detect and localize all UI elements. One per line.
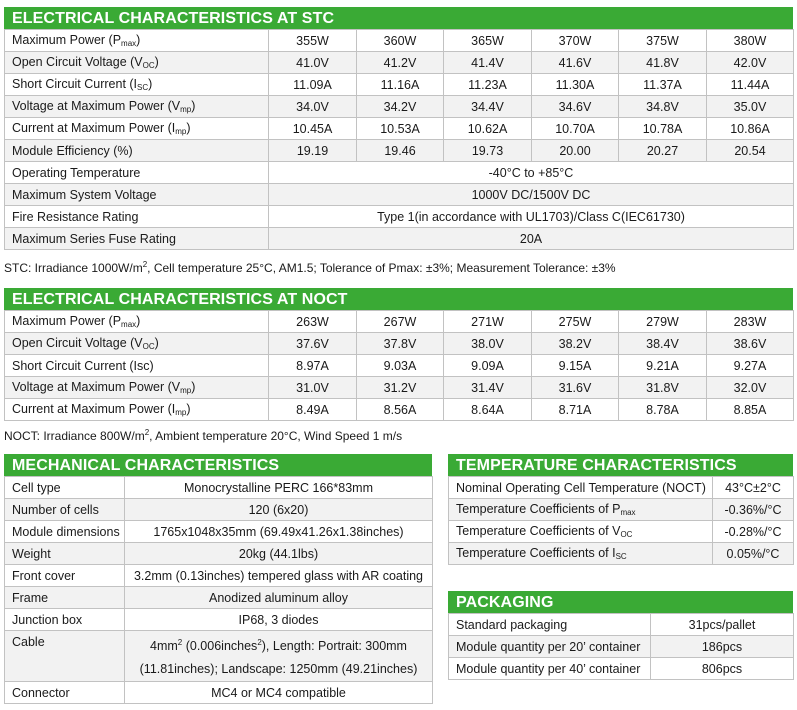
value-cell: Monocrystalline PERC 166*83mm bbox=[125, 477, 433, 499]
value-cell: 19.73 bbox=[444, 140, 532, 162]
value-cell: 10.78A bbox=[619, 118, 707, 140]
row-label: Temperature Coefficients of $I_{SC}$ bbox=[449, 543, 713, 565]
value-cell: 34.2V bbox=[357, 96, 444, 118]
value-cell: 120 (6x20) bbox=[125, 499, 433, 521]
value-cell: 38.6V bbox=[707, 333, 794, 355]
value-cell: 11.44A bbox=[707, 74, 794, 96]
row-label: Fire Resistance Rating bbox=[5, 206, 269, 228]
value-cell: 20A bbox=[269, 228, 794, 250]
table-row bbox=[5, 377, 794, 399]
row-label: Maximum System Voltage bbox=[5, 184, 269, 206]
value-cell: 9.09A bbox=[444, 355, 532, 377]
value-cell: 263W bbox=[269, 311, 357, 333]
value-cell: 271W bbox=[444, 311, 532, 333]
value-cell: 360W bbox=[357, 30, 444, 52]
value-cell: 8.97A bbox=[269, 355, 357, 377]
table-row bbox=[449, 636, 794, 658]
packaging-table bbox=[448, 613, 794, 680]
value-cell: 31pcs/pallet bbox=[651, 614, 794, 636]
row-label: Open Circuit Voltage $(V_{OC})$ bbox=[5, 52, 269, 74]
value-cell: MC4 or MC4 compatible bbox=[125, 682, 433, 704]
table-row bbox=[5, 631, 433, 682]
value-cell: 10.62A bbox=[444, 118, 532, 140]
value-cell: 34.8V bbox=[619, 96, 707, 118]
value-cell: 0.05%/°C bbox=[713, 543, 794, 565]
value-cell: 31.4V bbox=[444, 377, 532, 399]
value-cell: 11.37A bbox=[619, 74, 707, 96]
row-label: Current at Maximum Power $(I_{mp})$ bbox=[5, 118, 269, 140]
row-label: Temperature Coefficients of $P_{max}$ bbox=[449, 499, 713, 521]
value-cell: 1000V DC/1500V DC bbox=[269, 184, 794, 206]
value-cell: 365W bbox=[444, 30, 532, 52]
row-label: Maximum Series Fuse Rating bbox=[5, 228, 269, 250]
temperature-section-title: TEMPERATURE CHARACTERISTICS bbox=[448, 454, 793, 476]
noct-section-title: ELECTRICAL CHARACTERISTICS AT NOCT bbox=[4, 288, 793, 310]
value-cell: 283W bbox=[707, 311, 794, 333]
value-cell: 31.0V bbox=[269, 377, 357, 399]
row-label: Weight bbox=[5, 543, 125, 565]
table-row bbox=[5, 565, 433, 587]
table-row bbox=[5, 74, 794, 96]
value-cell: 11.30A bbox=[532, 74, 619, 96]
value-cell: 1765x1048x35mm (69.49x41.26x1.38inches) bbox=[125, 521, 433, 543]
value-cell: 8.85A bbox=[707, 399, 794, 421]
value-cell: 37.6V bbox=[269, 333, 357, 355]
value-cell: 41.0V bbox=[269, 52, 357, 74]
table-row bbox=[5, 96, 794, 118]
value-cell: 380W bbox=[707, 30, 794, 52]
table-row bbox=[5, 477, 433, 499]
value-cell: 8.64A bbox=[444, 399, 532, 421]
table-row bbox=[5, 609, 433, 631]
row-label: Short Circuit Current $(I_{SC})$ bbox=[5, 74, 269, 96]
value-cell: 186pcs bbox=[651, 636, 794, 658]
value-cell: 11.16A bbox=[357, 74, 444, 96]
value-cell: 10.70A bbox=[532, 118, 619, 140]
table-row bbox=[5, 521, 433, 543]
value-cell: 20.00 bbox=[532, 140, 619, 162]
value-cell: 9.03A bbox=[357, 355, 444, 377]
value-cell: 41.8V bbox=[619, 52, 707, 74]
value-cell: 8.49A bbox=[269, 399, 357, 421]
value-cell: 8.71A bbox=[532, 399, 619, 421]
table-row bbox=[449, 521, 794, 543]
row-label: Standard packaging bbox=[449, 614, 651, 636]
value-cell: 41.4V bbox=[444, 52, 532, 74]
value-cell: 11.23A bbox=[444, 74, 532, 96]
value-cell: 38.0V bbox=[444, 333, 532, 355]
row-label: Voltage at Maximum Power $(V_{mp})$ bbox=[5, 377, 269, 399]
value-cell: 8.56A bbox=[357, 399, 444, 421]
value-cell: 37.8V bbox=[357, 333, 444, 355]
noct-note: NOCT: Irradiance $800W/m^2$, Ambient temperature 20°C, Wind Speed 1 m/s bbox=[4, 428, 403, 443]
row-label: Operating Temperature bbox=[5, 162, 269, 184]
temperature-table bbox=[448, 476, 794, 565]
table-row bbox=[449, 477, 794, 499]
row-label: Junction box bbox=[5, 609, 125, 631]
value-cell: 19.46 bbox=[357, 140, 444, 162]
value-cell: 9.21A bbox=[619, 355, 707, 377]
row-label: Cable bbox=[5, 631, 125, 682]
value-cell: 31.2V bbox=[357, 377, 444, 399]
table-row bbox=[5, 118, 794, 140]
packaging-section-title: PACKAGING bbox=[448, 591, 793, 613]
table-row bbox=[5, 543, 433, 565]
value-cell: 279W bbox=[619, 311, 707, 333]
value-cell: 34.0V bbox=[269, 96, 357, 118]
row-label: Cell type bbox=[5, 477, 125, 499]
table-row bbox=[5, 499, 433, 521]
value-cell: Anodized aluminum alloy bbox=[125, 587, 433, 609]
table-row bbox=[5, 52, 794, 74]
value-cell: 355W bbox=[269, 30, 357, 52]
table-row bbox=[5, 30, 794, 52]
value-cell: 20.27 bbox=[619, 140, 707, 162]
row-label: Nominal Operating Cell Temperature (NOCT) bbox=[449, 477, 713, 499]
table-row bbox=[5, 228, 794, 250]
value-cell: -40°C to +85°C bbox=[269, 162, 794, 184]
value-cell: 806pcs bbox=[651, 658, 794, 680]
row-label: Front cover bbox=[5, 565, 125, 587]
value-cell: 9.27A bbox=[707, 355, 794, 377]
table-row bbox=[5, 162, 794, 184]
value-cell: 34.4V bbox=[444, 96, 532, 118]
stc-section-title: ELECTRICAL CHARACTERISTICS AT STC bbox=[4, 7, 793, 29]
row-label: Open Circuit Voltage $(V_{OC})$ bbox=[5, 333, 269, 355]
value-cell: 35.0V bbox=[707, 96, 794, 118]
row-label: Temperature Coefficients of $V_{OC}$ bbox=[449, 521, 713, 543]
value-cell: 10.86A bbox=[707, 118, 794, 140]
value-cell: 38.4V bbox=[619, 333, 707, 355]
table-row bbox=[5, 140, 794, 162]
value-cell: 11.09A bbox=[269, 74, 357, 96]
cable-value: $4mm^2$ (0.006inches$^2$), Length: Portrait: 300mm (11.81inches); Landscape: 1250mm (49.21inches) bbox=[125, 631, 433, 682]
table-row bbox=[5, 682, 433, 704]
value-cell: 19.19 bbox=[269, 140, 357, 162]
value-cell: 267W bbox=[357, 311, 444, 333]
value-cell: 3.2mm (0.13inches) tempered glass with AR coating bbox=[125, 565, 433, 587]
row-label: Number of cells bbox=[5, 499, 125, 521]
value-cell: 10.53A bbox=[357, 118, 444, 140]
row-label: Maximum Power $(P_{max})$ bbox=[5, 311, 269, 333]
table-row bbox=[5, 355, 794, 377]
value-cell: -0.36%/°C bbox=[713, 499, 794, 521]
mechanical-table bbox=[4, 476, 433, 704]
row-label: Module quantity per 20’ container bbox=[449, 636, 651, 658]
row-label: Module quantity per 40’ container bbox=[449, 658, 651, 680]
table-row bbox=[5, 333, 794, 355]
stc-note: STC: Irradiance $1000W/m^2$, Cell temperature 25°C, AM1.5; Tolerance of Pmax: ±3%; Measurement Tolerance: ±3% bbox=[4, 260, 616, 275]
table-row bbox=[5, 206, 794, 228]
value-cell: 34.6V bbox=[532, 96, 619, 118]
value-cell: 43°C±2°C bbox=[713, 477, 794, 499]
stc-table bbox=[4, 29, 794, 250]
table-row bbox=[449, 614, 794, 636]
value-cell: 32.0V bbox=[707, 377, 794, 399]
value-cell: 31.8V bbox=[619, 377, 707, 399]
mechanical-section-title: MECHANICAL CHARACTERISTICS bbox=[4, 454, 432, 476]
value-cell: 20.54 bbox=[707, 140, 794, 162]
row-label: Current at Maximum Power $(I_{mp})$ bbox=[5, 399, 269, 421]
row-label: Connector bbox=[5, 682, 125, 704]
value-cell: -0.28%/°C bbox=[713, 521, 794, 543]
value-cell: 370W bbox=[532, 30, 619, 52]
value-cell: 10.45A bbox=[269, 118, 357, 140]
value-cell: 42.0V bbox=[707, 52, 794, 74]
row-label: Module dimensions bbox=[5, 521, 125, 543]
value-cell: 8.78A bbox=[619, 399, 707, 421]
value-cell: IP68, 3 diodes bbox=[125, 609, 433, 631]
value-cell: 20kg (44.1lbs) bbox=[125, 543, 433, 565]
table-row bbox=[5, 311, 794, 333]
table-row bbox=[5, 587, 433, 609]
value-cell: 31.6V bbox=[532, 377, 619, 399]
row-label: Frame bbox=[5, 587, 125, 609]
table-row bbox=[449, 543, 794, 565]
row-label: Maximum Power $(P_{max})$ bbox=[5, 30, 269, 52]
value-cell: 41.6V bbox=[532, 52, 619, 74]
noct-table bbox=[4, 310, 794, 421]
value-cell: 275W bbox=[532, 311, 619, 333]
table-row bbox=[449, 658, 794, 680]
row-label: Short Circuit Current (Isc) bbox=[5, 355, 269, 377]
table-row bbox=[5, 399, 794, 421]
value-cell: 41.2V bbox=[357, 52, 444, 74]
row-label: Voltage at Maximum Power $(V_{mp})$ bbox=[5, 96, 269, 118]
table-row bbox=[5, 184, 794, 206]
value-cell: 38.2V bbox=[532, 333, 619, 355]
table-row bbox=[449, 499, 794, 521]
value-cell: Type 1(in accordance with UL1703)/Class C(IEC61730) bbox=[269, 206, 794, 228]
row-label: Module Efficiency (%) bbox=[5, 140, 269, 162]
value-cell: 375W bbox=[619, 30, 707, 52]
value-cell: 9.15A bbox=[532, 355, 619, 377]
